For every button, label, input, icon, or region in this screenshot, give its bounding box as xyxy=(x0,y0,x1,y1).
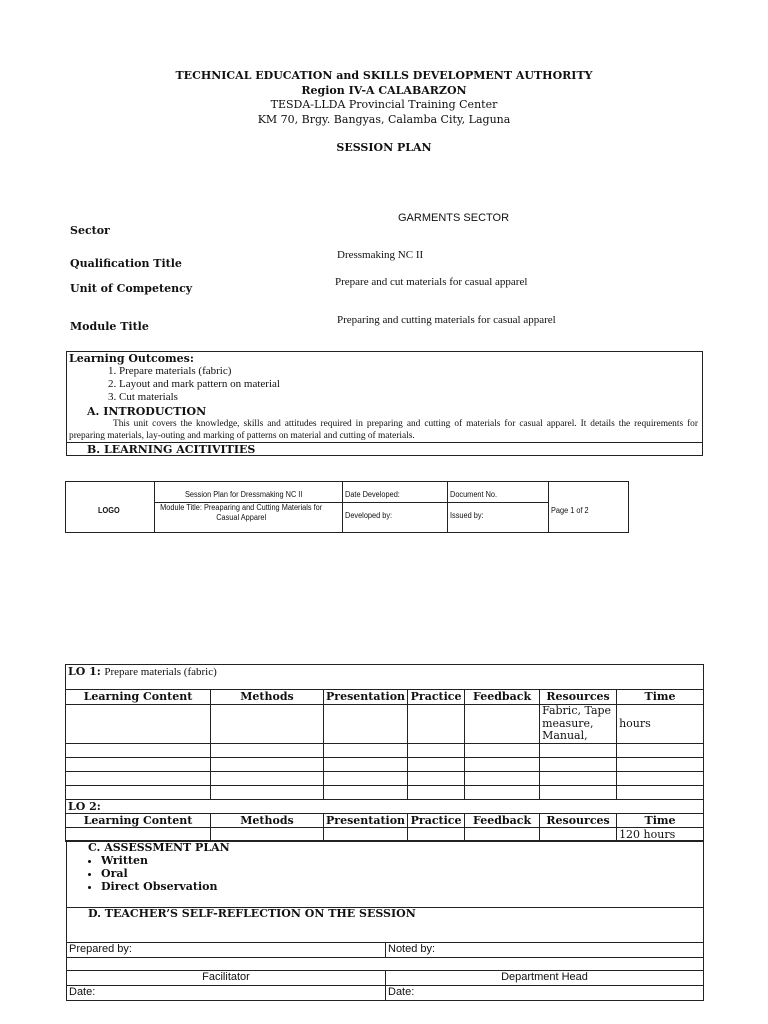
table-cell xyxy=(66,705,211,744)
lo1-title-label: LO 1: xyxy=(68,665,101,678)
assessment-item: • Direct Observation xyxy=(101,880,218,893)
header-resources: Resources xyxy=(540,813,617,827)
lo2-time-cell: 120 hours xyxy=(617,827,704,841)
learning-outcomes-list xyxy=(67,365,719,404)
header-feedback: Feedback xyxy=(465,813,540,827)
header-methods: Methods xyxy=(211,813,324,827)
lo1-title: Prepare materials (fabric) xyxy=(104,666,217,678)
lo1-title-cell xyxy=(66,665,704,690)
module-value: Preparing and cutting materials for casual apparel xyxy=(337,314,556,326)
learning-outcomes-heading: Learning Outcomes: xyxy=(69,352,194,365)
assessment-item: • Written xyxy=(101,854,218,867)
outcome-item: 1. Prepare materials (fabric) xyxy=(119,365,719,378)
training-center: TESDA-LLDA Provincial Training Center xyxy=(270,98,498,111)
time-cell: hours xyxy=(617,705,704,744)
unit-value: Prepare and cut materials for casual apparel xyxy=(335,276,528,288)
qualification-label: Qualification Title xyxy=(70,257,182,270)
header-learning-content: Learning Content xyxy=(66,813,211,827)
header-methods: Methods xyxy=(211,690,324,705)
signoff-table xyxy=(66,942,704,1001)
assessment-item: • Oral xyxy=(101,867,218,880)
issued-by-cell: Issued by: xyxy=(448,503,549,533)
sector-value: GARMENTS SECTOR xyxy=(398,212,510,224)
document-footer-table xyxy=(65,481,629,533)
assessment-heading: C. ASSESSMENT PLAN xyxy=(88,841,230,854)
lo1-table xyxy=(65,664,704,842)
table-cell xyxy=(465,705,540,744)
facilitator-label: Facilitator xyxy=(67,971,386,986)
address: KM 70, Brgy. Bangyas, Calamba City, Laguna xyxy=(257,113,511,126)
session-plan-cell: Session Plan for Dressmaking NC II xyxy=(155,482,343,503)
assessment-list xyxy=(67,854,218,893)
outcome-item: 2. Layout and mark pattern on material xyxy=(119,378,719,391)
date-left-label: Date: xyxy=(67,986,386,1001)
org-name: TECHNICAL EDUCATION and SKILLS DEVELOPMENT AUTHORITY xyxy=(175,69,593,82)
reflection-heading: D. TEACHER’S SELF-REFLECTION ON THE SESSION xyxy=(88,907,416,920)
introduction-text: This unit covers the knowledge, skills and attitudes required in preparing and cutting of materials for casual apparel. It details the requirements for preparing materials, lay-outing and marking of patterns on material and cutting of materials. xyxy=(69,419,698,441)
header-presentation: Presentation xyxy=(324,690,408,705)
lo2-title: LO 2: xyxy=(66,799,704,813)
unit-label: Unit of Competency xyxy=(70,282,193,295)
page-cell: Page 1 of 2 xyxy=(549,482,629,533)
table-cell xyxy=(324,705,408,744)
header-practice: Practice xyxy=(408,690,465,705)
module-label: Module Title xyxy=(70,320,149,333)
assessment-plan-box xyxy=(66,840,704,920)
header-resources: Resources xyxy=(540,690,617,705)
introduction-heading: A. INTRODUCTION xyxy=(87,405,207,418)
logo-placeholder: LOGO xyxy=(98,505,120,515)
learning-outcomes-box xyxy=(66,351,703,456)
sector-label: Sector xyxy=(70,224,110,237)
header-time: Time xyxy=(617,813,704,827)
date-developed-cell: Date Developed: xyxy=(343,482,448,503)
noted-by-label: Noted by: xyxy=(386,943,704,958)
department-head-label: Department Head xyxy=(386,971,704,986)
qualification-value: Dressmaking NC II xyxy=(337,249,424,261)
page-title: SESSION PLAN xyxy=(336,141,432,154)
header-time: Time xyxy=(617,690,704,705)
header-practice: Practice xyxy=(408,813,465,827)
resources-cell: Fabric, Tape measure, Manual, xyxy=(540,705,617,744)
learning-activities-heading: B. LEARNING ACITIVITIES xyxy=(87,443,256,456)
header-presentation: Presentation xyxy=(324,813,408,827)
module-title-cell: Module Title: Preaparing and Cutting Materials for Casual Apparel xyxy=(155,503,343,533)
table-cell xyxy=(211,705,324,744)
date-right-label: Date: xyxy=(386,986,704,1001)
region: Region IV-A CALABARZON xyxy=(301,84,467,97)
table-cell xyxy=(408,705,465,744)
developed-by-cell: Developed by: xyxy=(343,503,448,533)
header-learning-content: Learning Content xyxy=(66,690,211,705)
prepared-by-label: Prepared by: xyxy=(67,943,386,958)
document-no-cell: Document No. xyxy=(448,482,549,503)
logo-cell xyxy=(66,482,155,533)
outcome-item: 3. Cut materials xyxy=(119,391,719,404)
header-feedback: Feedback xyxy=(465,690,540,705)
reflection-box xyxy=(66,907,704,943)
